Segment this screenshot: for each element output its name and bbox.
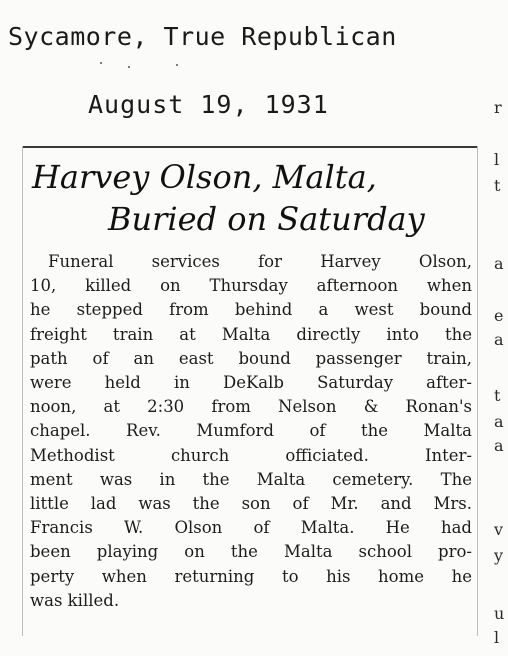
- adjacent-column-fragment: a: [494, 436, 504, 455]
- adjacent-column-fragment: a: [494, 330, 504, 349]
- article-line: Funeral services for Harvey Olson,: [48, 252, 472, 271]
- article-line: freight train at Malta directly into the: [30, 324, 472, 344]
- adjacent-column-fragment: l: [494, 150, 500, 169]
- article-line: noon, at 2:30 from Nelson & Ronan's: [30, 397, 472, 417]
- clipping-top-border: [22, 146, 477, 148]
- newspaper-source: Sycamore, True Republican: [8, 22, 397, 51]
- adjacent-column-fragment: r: [494, 98, 502, 117]
- article-line: Methodist church officiated. Inter-: [30, 445, 472, 465]
- article-line: perty when returning to his home he: [30, 566, 472, 586]
- article-line: 10, killed on Thursday afternoon when: [30, 276, 472, 296]
- print-speck: [176, 64, 178, 66]
- adjacent-column-fragment: t: [494, 386, 501, 405]
- article-line: ment was in the Malta cemetery. The: [30, 469, 472, 489]
- print-speck: [100, 62, 102, 64]
- publication-date: August 19, 1931: [88, 90, 329, 119]
- article-line: Francis W. Olson of Malta. He had: [30, 518, 472, 538]
- adjacent-column-edge: [494, 0, 508, 656]
- adjacent-column-fragment: a: [494, 412, 504, 431]
- article-line: path of an east bound passenger train,: [30, 348, 472, 368]
- article-line: little lad was the son of Mr. and Mrs.: [30, 494, 472, 514]
- clipping-right-border: [477, 146, 478, 636]
- adjacent-column-fragment: e: [494, 306, 504, 325]
- adjacent-column-fragment: v: [494, 520, 504, 539]
- adjacent-column-fragment: t: [494, 176, 501, 195]
- article-line: he stepped from behind a west bound: [30, 300, 472, 320]
- headline-line-2: Buried on Saturday: [108, 200, 425, 238]
- print-speck: [128, 66, 130, 68]
- article-line: were held in DeKalb Saturday after-: [30, 373, 472, 393]
- article-body: [30, 250, 472, 613]
- adjacent-column-fragment: u: [494, 604, 505, 623]
- adjacent-column-fragment: a: [494, 254, 504, 273]
- clipping-left-border: [22, 146, 23, 636]
- adjacent-column-fragment: l: [494, 628, 500, 647]
- article-line: been playing on the Malta school pro-: [30, 542, 472, 562]
- article-line: was killed.: [30, 590, 120, 610]
- adjacent-column-fragment: y: [494, 546, 504, 565]
- headline-line-1: Harvey Olson, Malta,: [32, 158, 377, 196]
- article-line: chapel. Rev. Mumford of the Malta: [30, 421, 472, 441]
